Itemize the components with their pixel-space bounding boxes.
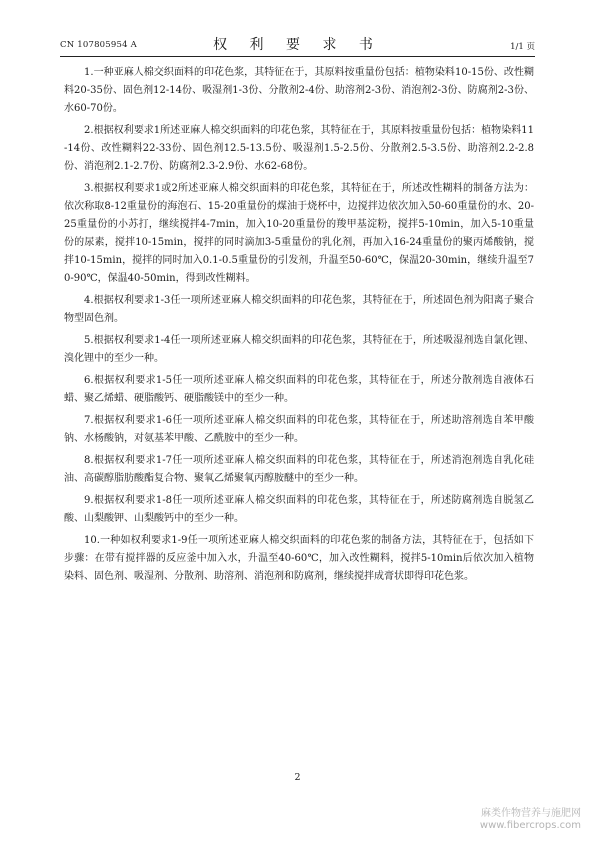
claim-3: 3.根据权利要求1或2所述亚麻人棉交织面料的印花色浆，其特征在于，所述改性糊料的制备方法为：依次称取8-12重量份的海泡石、15-20重量份的煤油于烧杯中，边搅拌边依次加入50-60重量份的水、20-25重量份的小苏打，继续搅拌4-7min，加入10-20重量份的羧甲基淀粉，搅拌5-10min，加入5-10重量份的尿素，搅拌10-15min，搅拌的同时滴加3-5重量份的乳化剂，再加入16-24重量份的聚丙烯酸钠，搅拌10-15min，搅拌的同时加入0.1-0.5重量份的引发剂，升温至50-60℃，保温20-30min，继续升温至70-90℃，保温40-50min，得到改性糊料。 <box>64 183 534 284</box>
publication-number: CN 107805954 A <box>60 40 137 50</box>
claim-6: 6.根据权利要求1-5任一项所述亚麻人棉交织面料的印花色浆，其特征在于，所述分散剂选自液体石蜡、聚乙烯蜡、硬脂酸钙、硬脂酸镁中的至少一种。 <box>64 375 534 404</box>
document-title: 权 利 要 求 书 <box>213 37 382 53</box>
header-rule <box>60 56 535 57</box>
site-watermark <box>441 808 581 832</box>
claim-4: 4.根据权利要求1-3任一项所述亚麻人棉交织面料的印花色浆，其特征在于，所述固色剂为阳离子聚合物型固色剂。 <box>64 295 534 324</box>
claims-list <box>64 64 534 590</box>
claim-8: 8.根据权利要求1-7任一项所述亚麻人棉交织面料的印花色浆，其特征在于，所述消泡剂选自乳化硅油、高碳醇脂肪酸酯复合物、聚氧乙烯聚氧丙醇胺醚中的至少一种。 <box>64 455 534 484</box>
watermark-url: www.fibercrops.com <box>479 820 581 831</box>
claim-7: 7.根据权利要求1-6任一项所述亚麻人棉交织面料的印花色浆，其特征在于，所述助溶剂选自苯甲酸钠、水杨酸钠，对氨基苯甲酸、乙酰胺中的至少一种。 <box>64 415 534 444</box>
claim-9: 9.根据权利要求1-8任一项所述亚麻人棉交织面料的印花色浆，其特征在于，所述防腐剂选自脱氢乙酸、山梨酸钾、山梨酸钙中的至少一种。 <box>64 495 534 524</box>
page-number: 2 <box>294 772 301 783</box>
page-header <box>60 32 535 54</box>
watermark-site-name: 麻类作物营养与施肥网 <box>481 808 581 819</box>
claim-2: 2.根据权利要求1所述亚麻人棉交织面料的印花色浆，其特征在于，其原料按重量份包括：植物染料11-14份、改性糊料22-33份、固色剂12.5-13.5份、吸湿剂1.5-2.5份、分散剂2.5-3.5份、助溶剂2.2-2.8份、消泡剂2.1-2.7份、防腐剂2.3-2.9份、水62-68份。 <box>64 125 534 172</box>
claim-10: 10.一种如权利要求1-9任一项所述亚麻人棉交织面料的印花色浆的制备方法，其特征在于，包括如下步骤：在带有搅拌器的反应釜中加入水，升温至40-60℃，加入改性糊料，搅拌5-10min后依次加入植物染料、固色剂、吸湿剂、分散剂、助溶剂、消泡剂和防腐剂，继续搅拌成膏状即得印花色浆。 <box>64 535 534 582</box>
claim-1: 1.一种亚麻人棉交织面料的印花色浆，其特征在于，其原料按重量份包括：植物染料10-15份、改性糊料20-35份、固色剂12-14份、吸湿剂1-3份、分散剂2-4份、助溶剂2-3份、消泡剂2-3份、防腐剂2-3份、水60-70份。 <box>64 67 534 114</box>
page-count: 1/1 页 <box>510 42 535 52</box>
claim-5: 5.根据权利要求1-4任一项所述亚麻人棉交织面料的印花色浆，其特征在于，所述吸湿剂选自氯化锂、溴化锂中的至少一种。 <box>64 335 534 364</box>
